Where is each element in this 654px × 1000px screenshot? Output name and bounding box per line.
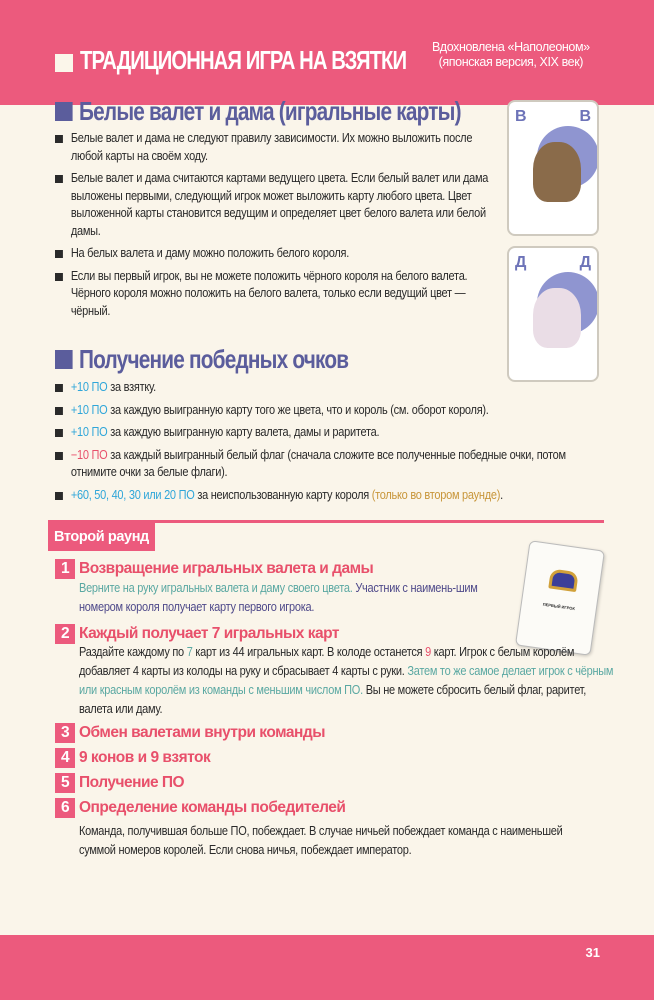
white-queen-card-image [507,246,599,382]
step-2-text: Раздайте каждому по 7 карт из 44 игральных карт. В колоде останется 9 карт. Игрок с белым королём добавляет 4 карты из колоды на руку и сбрасывает 4 карты с руки. Затем то же самое делает игрок с чёрным или красным королём из команды с меньшим числом ПО. Вы не можете сбросить белый флаг, раритет, валета или даму. [79,645,614,716]
character-art [533,288,581,348]
list-item: +10 ПО за каждую выигранную карту валета, дамы и раритета. [55,424,609,442]
list-item: Если вы первый игрок, вы не можете положить чёрного короля на белого валета. Чёрного короля можно положить на белого валета, только если ведущий цвет — чёрный. [55,268,499,321]
page-number: 31 [585,945,600,960]
step-6: 6 Определение команды победителей [55,798,345,818]
first-player-card-image [515,540,605,656]
step-1-text: Верните на руку игральных валета и даму своего цвета. Участник с наимень-шим номером короля получает карту первого игрока. [79,581,478,614]
subtitle-line: Вдохновлена «Наполеоном» [432,40,590,54]
list-item: На белых валета и даму можно положить белого короля. [55,245,499,263]
subtitle-line: (японская версия, XIX век) [438,55,584,69]
header-square-icon [55,54,73,72]
section-title-text: Получение победных очков [79,344,349,374]
crown-icon [548,568,579,592]
square-icon [55,102,73,121]
list-item: −10 ПО за каждый выигранный белый флаг (сначала сложите все полученные победные очки, потом отнимите очки за белые флаги). [55,447,609,482]
list-item: +10 ПО за взятку. [55,379,609,397]
card-letter: Д [579,254,591,271]
character-art [533,142,581,202]
card-label: ПЕРВЫЙ ИГРОК [542,601,576,612]
header-subtitle [432,40,590,70]
square-icon [55,350,73,369]
section-title-text: Белые валет и дама (игральные карты) [79,96,461,126]
header [0,0,654,105]
list-item: +10 ПО за каждую выигранную карту того же цвета, что и король (см. оборот короля). [55,402,609,420]
step-1: 1 Возвращение игральных валета и дамы [55,559,373,579]
step-5: 5 Получение ПО [55,773,184,793]
step-6-text: Команда, получившая больше ПО, побеждает. В случае ничьей побеждает команда с наименьшей суммой номеров королей. Если снова ничья, побеждает император. [79,824,563,857]
card-letter: В [579,108,591,125]
card-letter: В [515,108,527,125]
list-item: +60, 50, 40, 30 или 20 ПО за неиспользованную карту короля (только во втором раунде). [55,487,609,505]
card-letter: Д [515,254,527,271]
white-cards-list [55,130,499,325]
section-title-points [55,344,348,375]
step-4: 4 9 конов и 9 взяток [55,748,210,768]
list-item: Белые валет и дама не следуют правилу зависимости. Их можно выложить после любой карты на своём ходу. [55,130,499,165]
round-label: Второй раунд [48,523,155,551]
section-title-white-cards [55,96,461,127]
white-jack-card-image [507,100,599,236]
page-title: ТРАДИЦИОННАЯ ИГРА НА ВЗЯТКИ [80,45,407,75]
footer [0,935,654,1000]
step-2: 2 Каждый получает 7 игральных карт [55,624,339,644]
step-3: 3 Обмен валетами внутри команды [55,723,325,743]
list-item: Белые валет и дама считаются картами ведущего цвета. Если белый валет или дама выложены первыми, следующий игрок может выложить карту любого цвета. Цвет выложенной карты становится ведущим и определяет цвет белого валета или белой дамы. [55,170,499,240]
points-list [55,379,609,509]
